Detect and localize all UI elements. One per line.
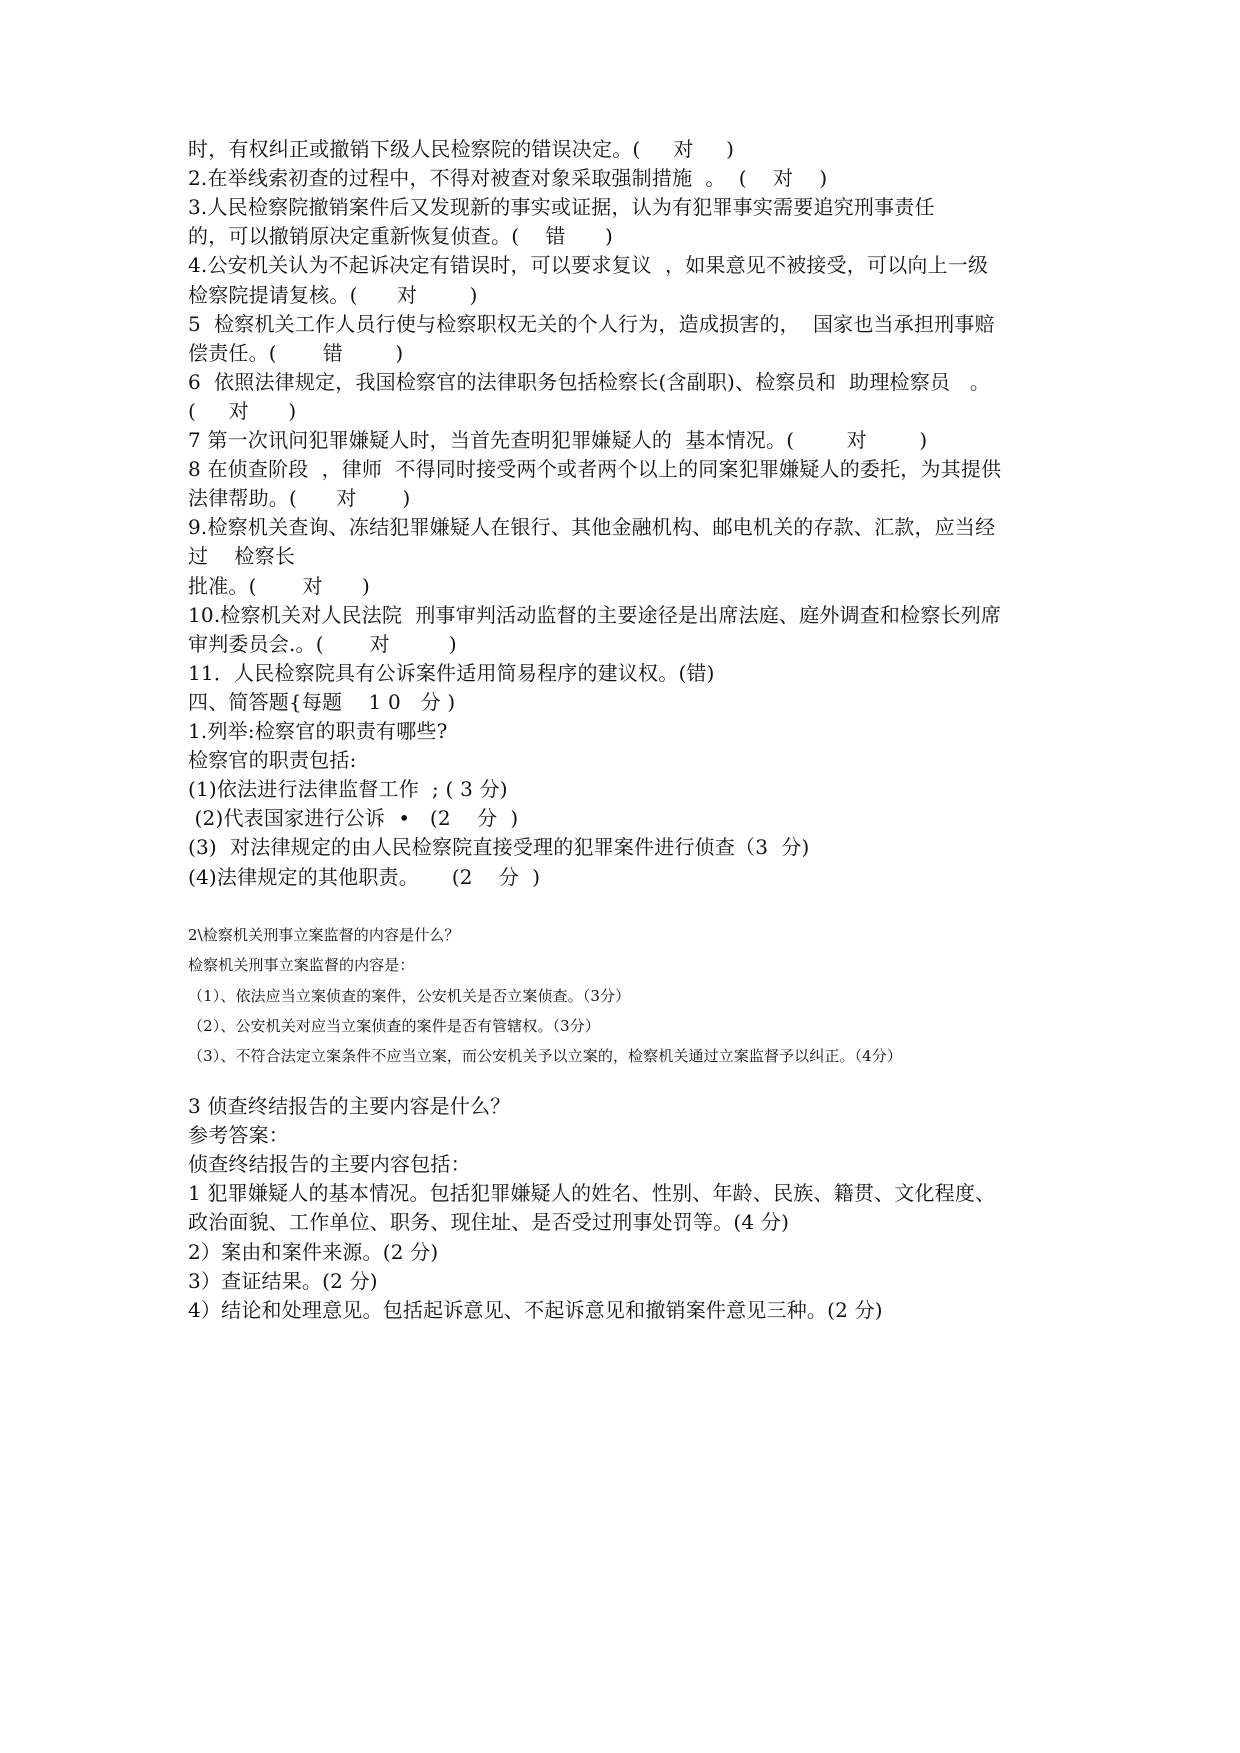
text-line: (2)代表国家进行公诉 • (2 分 ): [188, 806, 519, 831]
text-line: 4.公安机关认为不起诉决定有错误时，可以要求复议 ，如果意见不被接受，可以向上一级: [188, 253, 989, 278]
text-line: 的，可以撤销原决定重新恢复侦查。( 错 ): [188, 224, 613, 249]
answer-line: 3 侦查终结报告的主要内容是什么？: [188, 1094, 511, 1118]
text-line: 四、简答题{每题 1 0 分 ): [188, 689, 456, 714]
answer-line: 政治面貌、工作单位、职务、现住址、是否受过刑事处罚等。(4 分): [188, 1210, 790, 1235]
answer-line: （3）、不符合法定立案条件不应当立案，而公安机关予以立案的，检察机关通过立案监督予以纠正。（4分）: [188, 1047, 902, 1066]
text-line: 2.在举线索初查的过程中，不得对被查对象采取强制措施 。 ( 对 ): [188, 166, 828, 191]
text-line: 偿责任。( 错 ): [188, 340, 404, 365]
text-line: 6 依照法律规定，我国检察官的法律职务包括检察长(含副职)、检察员和 助理检察员 。: [188, 369, 991, 394]
text-line: 3.人民检察院撤销案件后又发现新的事实或证据，认为有犯罪事实需要追究刑事责任: [188, 195, 935, 220]
answer-line: 参考答案：: [188, 1123, 289, 1148]
answer-line: （1）、依法应当立案侦查的案件，公安机关是否立案侦查。（3分）: [188, 986, 631, 1005]
text-line: (4)法律规定的其他职责。 (2 分 ): [188, 864, 541, 889]
answer-line: 检察机关刑事立案监督的内容是：: [188, 956, 415, 975]
text-line: 7 第一次讯问犯罪嫌疑人时，当首先查明犯罪嫌疑人的 基本情况。( 对 ): [188, 428, 928, 452]
text-line: 检察官的职责包括:: [188, 748, 357, 773]
text-line: 1.列举:检察官的职责有哪些?: [188, 719, 448, 743]
answer-line: 1 犯罪嫌疑人的基本情况。包括犯罪嫌疑人的姓名、性别、年龄、民族、籍贯、文化程度、: [188, 1181, 996, 1206]
text-line: 10.检察机关对人民法院 刑事审判活动监督的主要途径是出席法庭、庭外调查和检察长列席: [188, 602, 1002, 627]
text-line: 5 检察机关工作人员行使与检察职权无关的个人行为，造成损害的， 国家也当承担刑事赔: [188, 311, 995, 336]
answer-line: 3）查证结果。(2 分): [188, 1268, 378, 1293]
text-line: 检察院提请复核。( 对 ): [188, 282, 478, 307]
answer-line: 4）结论和处理意见。包括起诉意见、不起诉意见和撤销案件意见三种。(2 分): [188, 1297, 883, 1322]
answer-line: 2\检察机关刑事立案监督的内容是什么？: [188, 926, 460, 944]
answer-line: （2）、公安机关对应当立案侦查的案件是否有管辖权。（3分）: [188, 1016, 600, 1035]
text-line: 批准。( 对 ): [188, 573, 371, 598]
text-line: 法律帮助。( 对 ): [188, 486, 411, 511]
text-line: 11．人民检察院具有公诉案件适用简易程序的建议权。(错): [188, 660, 715, 685]
text-line: 审判委员会.。( 对 ): [188, 631, 457, 656]
text-line: (3) 对法律规定的由人民检察院直接受理的犯罪案件进行侦查（3 分): [188, 835, 810, 860]
text-line: 8 在侦查阶段 ，律师 不得同时接受两个或者两个以上的同案犯罪嫌疑人的委托，为其提供: [188, 457, 1002, 482]
answer-line: 侦查终结报告的主要内容包括：: [188, 1152, 471, 1177]
text-line: ( 对 ): [188, 398, 297, 423]
text-line: 过 检察长: [188, 544, 296, 569]
text-line: 9.检察机关查询、冻结犯罪嫌疑人在银行、其他金融机构、邮电机关的存款、汇款，应当经: [188, 515, 996, 540]
text-line: 时，有权纠正或撤销下级人民检察院的错误决定。( 对 ): [188, 137, 735, 161]
answer-line: 2）案由和案件来源。(2 分): [188, 1239, 439, 1264]
text-line: (1)依法进行法律监督工作 ; ( 3 分): [188, 777, 508, 802]
